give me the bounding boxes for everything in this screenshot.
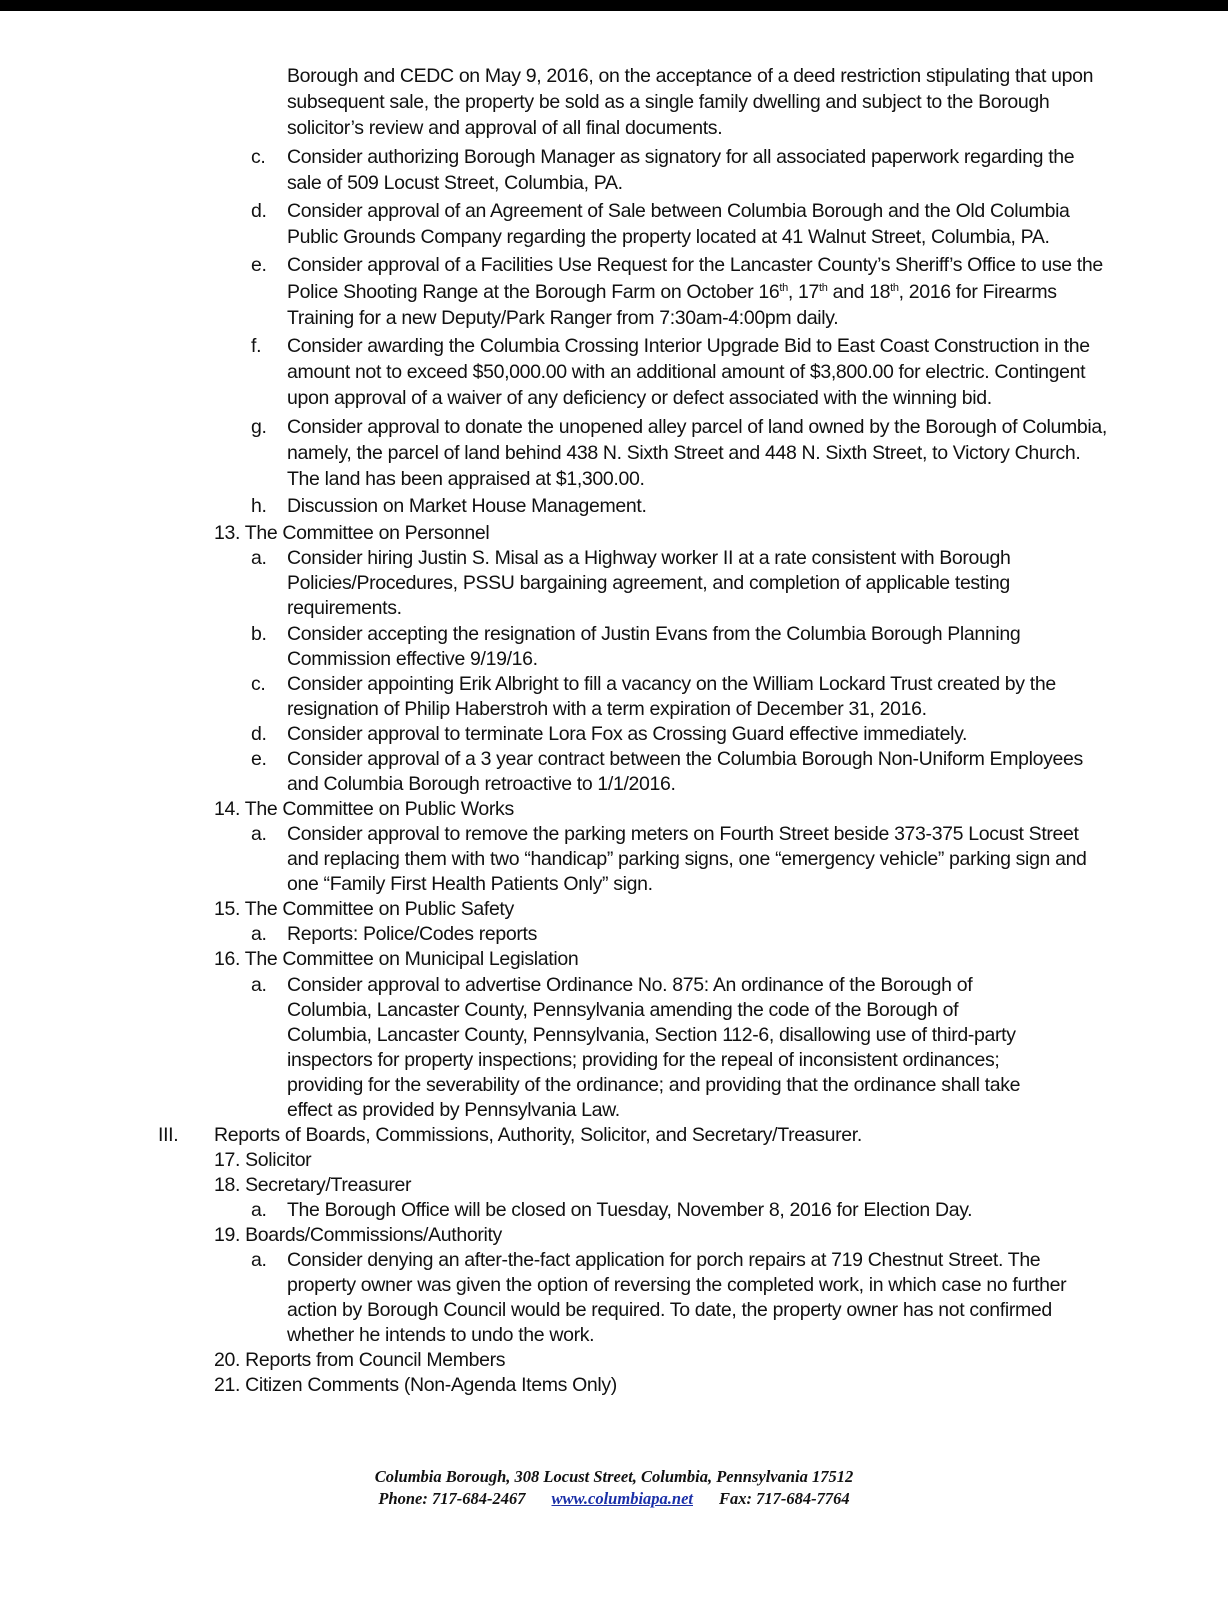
section-heading-municipal-legislation: 16. The Committee on Municipal Legislation <box>214 948 579 970</box>
item-marker: a. <box>251 823 267 845</box>
item-marker: h. <box>251 495 267 517</box>
item-marker: e. <box>251 254 267 276</box>
section-heading-personnel: 13. The Committee on Personnel <box>214 522 490 544</box>
item-f-text: Consider awarding the Columbia Crossing Interior Upgrade Bid to East Coast Construction in the <box>287 335 1090 357</box>
item-citizen-comments: 21. Citizen Comments (Non-Agenda Items Only) <box>214 1374 617 1396</box>
item-council-reports: 20. Reports from Council Members <box>214 1349 506 1371</box>
footer-phone: Phone: 717-684-2467 <box>378 1489 526 1508</box>
personnel-item-text: Consider hiring Justin S. Misal as a Highway worker II at a rate consistent with Borough <box>287 547 1011 569</box>
treasurer-item-text: The Borough Office will be closed on Tuesday, November 8, 2016 for Election Day. <box>287 1199 973 1221</box>
legislation-item-text: inspectors for property inspections; providing for the repeal of inconsistent ordinances; <box>287 1049 1000 1071</box>
section-heading-public-works: 14. The Committee on Public Works <box>214 798 514 820</box>
item-h-text: Discussion on Market House Management. <box>287 495 647 517</box>
item-marker: a. <box>251 1249 267 1271</box>
personnel-item-text: requirements. <box>287 597 402 619</box>
item-marker: a. <box>251 923 267 945</box>
item-d-text: Consider approval of an Agreement of Sale between Columbia Borough and the Old Columbia <box>287 200 1070 222</box>
footer-website-link[interactable]: www.columbiapa.net <box>551 1489 693 1508</box>
personnel-item-text: and Columbia Borough retroactive to 1/1/2016. <box>287 773 676 795</box>
section-heading-reports: Reports of Boards, Commissions, Authority, Solicitor, and Secretary/Treasurer. <box>214 1124 862 1146</box>
item-f-text: amount not to exceed $50,000.00 with an additional amount of $3,800.00 for electric. Contingent <box>287 361 1086 383</box>
item-marker: d. <box>251 723 267 745</box>
continuation-line: Borough and CEDC on May 9, 2016, on the acceptance of a deed restriction stipulating that upon <box>287 65 1094 87</box>
item-c-text: Consider authorizing Borough Manager as signatory for all associated paperwork regarding the <box>287 146 1075 168</box>
public-works-item-text: and replacing them with two “handicap” parking signs, one “emergency vehicle” parking sign and <box>287 848 1087 870</box>
legislation-item-text: Columbia, Lancaster County, Pennsylvania amending the code of the Borough of <box>287 999 959 1021</box>
item-marker: f. <box>251 335 262 357</box>
item-marker: c. <box>251 146 266 168</box>
item-marker: d. <box>251 200 267 222</box>
personnel-item-text: Commission effective 9/19/16. <box>287 648 538 670</box>
item-d-text: Public Grounds Company regarding the property located at 41 Walnut Street, Columbia, PA. <box>287 226 1050 248</box>
item-marker: a. <box>251 547 267 569</box>
boards-item-text: action by Borough Council would be required. To date, the property owner has not confirmed <box>287 1299 1052 1321</box>
boards-item-text: whether he intends to undo the work. <box>287 1324 595 1346</box>
legislation-item-text: Consider approval to advertise Ordinance No. 875: An ordinance of the Borough of <box>287 974 973 996</box>
footer-contact <box>0 1489 1228 1509</box>
boards-item-text: property owner was given the option of reversing the completed work, in which case no further <box>287 1274 1067 1296</box>
personnel-item-text: Consider appointing Erik Albright to fill a vacancy on the William Lockard Trust created by the <box>287 673 1056 695</box>
item-f-text: upon approval of a waiver of any deficiency or defect associated with the winning bid. <box>287 387 992 409</box>
item-e-text: Consider approval of a Facilities Use Request for the Lancaster County’s Sheriff’s Office to use the <box>287 254 1103 276</box>
public-works-item-text: Consider approval to remove the parking meters on Fourth Street beside 373-375 Locust Street <box>287 823 1079 845</box>
legislation-item-text: effect as provided by Pennsylvania Law. <box>287 1099 620 1121</box>
item-marker: a. <box>251 1199 267 1221</box>
personnel-item-text: resignation of Philip Haberstroh with a term expiration of December 31, 2016. <box>287 698 927 720</box>
item-boards: 19. Boards/Commissions/Authority <box>214 1224 502 1246</box>
personnel-item-text: Policies/Procedures, PSSU bargaining agreement, and completion of applicable testing <box>287 572 1010 594</box>
item-e-text: Training for a new Deputy/Park Ranger from 7:30am-4:00pm daily. <box>287 307 839 329</box>
legislation-item-text: Columbia, Lancaster County, Pennsylvania, Section 112-6, disallowing use of third-party <box>287 1024 1016 1046</box>
personnel-item-text: Consider accepting the resignation of Justin Evans from the Columbia Borough Planning <box>287 623 1021 645</box>
item-g-text: namely, the parcel of land behind 438 N. Sixth Street and 448 N. Sixth Street, to Victory Church. <box>287 442 1081 464</box>
item-g-text: The land has been appraised at $1,300.00. <box>287 468 645 490</box>
personnel-item-text: Consider approval to terminate Lora Fox as Crossing Guard effective immediately. <box>287 723 968 745</box>
legislation-item-text: providing for the severability of the ordinance; and providing that the ordinance shall take <box>287 1074 1021 1096</box>
item-g-text: Consider approval to donate the unopened alley parcel of land owned by the Borough of Columbia, <box>287 416 1107 438</box>
public-works-item-text: one “Family First Health Patients Only” sign. <box>287 873 653 895</box>
footer-fax: Fax: 717-684-7764 <box>719 1489 850 1508</box>
continuation-line: subsequent sale, the property be sold as a single family dwelling and subject to the Borough <box>287 91 1050 113</box>
item-marker: c. <box>251 673 266 695</box>
footer-address: Columbia Borough, 308 Locust Street, Columbia, Pennsylvania 17512 <box>374 1467 854 1486</box>
item-c-text: sale of 509 Locust Street, Columbia, PA. <box>287 172 623 194</box>
section-heading-public-safety: 15. The Committee on Public Safety <box>214 898 514 920</box>
public-safety-item-text: Reports: Police/Codes reports <box>287 923 537 945</box>
boards-item-text: Consider denying an after-the-fact application for porch repairs at 719 Chestnut Street. The <box>287 1249 1041 1271</box>
item-marker: g. <box>251 416 267 438</box>
item-solicitor: 17. Solicitor <box>214 1149 312 1171</box>
continuation-line: solicitor’s review and approval of all final documents. <box>287 117 723 139</box>
item-marker: b. <box>251 623 267 645</box>
item-e-text: Police Shooting Range at the Borough Farm on October 16th, 17th and 18th, 2016 for Firearms <box>287 281 1057 303</box>
personnel-item-text: Consider approval of a 3 year contract between the Columbia Borough Non-Uniform Employees <box>287 748 1083 770</box>
item-secretary-treasurer: 18. Secretary/Treasurer <box>214 1174 412 1196</box>
item-marker: a. <box>251 974 267 996</box>
roman-numeral-marker: III. <box>158 1124 179 1146</box>
item-marker: e. <box>251 748 267 770</box>
